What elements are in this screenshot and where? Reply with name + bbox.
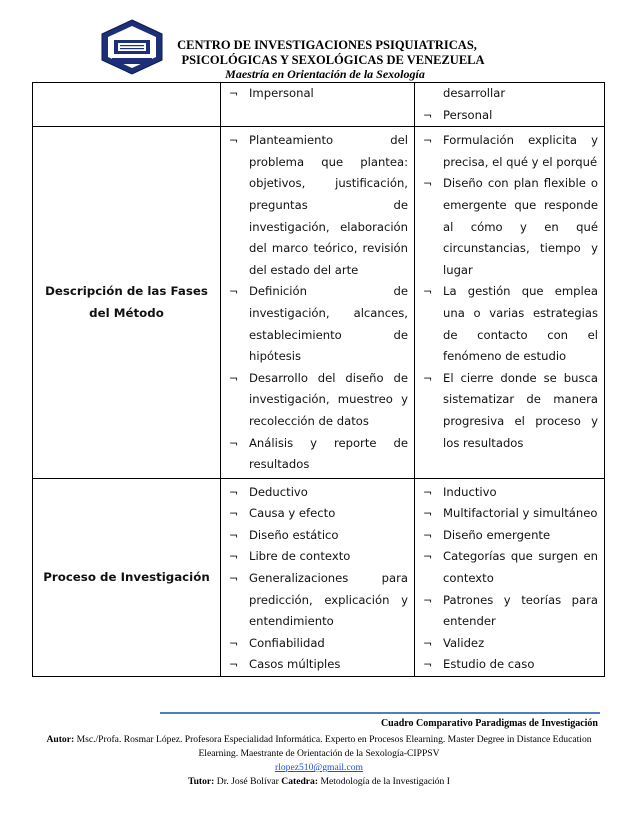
list-item: ¬ El cierre donde se busca sistematizar de manera progresiva el proceso y los resultados xyxy=(443,368,598,454)
list-item: ¬ Categorías que surgen en contexto xyxy=(443,546,598,589)
list-item: ¬ Libre de contexto xyxy=(249,546,408,568)
bullet-icon: ¬ xyxy=(423,485,433,499)
bullet-icon: ¬ xyxy=(423,528,433,542)
list-item: ¬ Formulación explicita y precisa, el qué y el porqué xyxy=(443,130,598,173)
list-item: ¬ Diseño con plan flexible o emergente que responde al cómo y en qué circunstancias, tiempo y lugar xyxy=(443,173,598,281)
bullet-icon: ¬ xyxy=(229,528,239,542)
bullet-icon: ¬ xyxy=(423,550,433,564)
list-item: ¬ Casos múltiples xyxy=(249,654,408,676)
bullet-icon: ¬ xyxy=(229,436,239,450)
bullet-icon: ¬ xyxy=(423,593,433,607)
table-cell xyxy=(221,478,415,676)
list-item: ¬ Inductivo xyxy=(443,482,598,504)
table-cell xyxy=(221,83,415,127)
row-label-fases: Descripción de las Fases del Método xyxy=(33,127,221,479)
bullet-icon: ¬ xyxy=(423,507,433,521)
bullet-icon: ¬ xyxy=(229,636,239,650)
table-row xyxy=(33,83,605,127)
bullet-icon: ¬ xyxy=(423,134,433,148)
header-line-1: CENTRO DE INVESTIGACIONES PSIQUIATRICAS, xyxy=(177,38,477,52)
list-item: ¬ Patrones y teorías para entender xyxy=(443,590,598,633)
header-line-2: PSICOLÓGICAS Y SEXOLÓGICAS DE VENEZUELA xyxy=(181,53,485,67)
bullet-icon: ¬ xyxy=(229,658,239,672)
list-item: ¬ Causa y efecto xyxy=(249,503,408,525)
footer-author-continued: Elearning. Maestrante de Orientación de la Sexología-CIPPSV xyxy=(198,748,440,759)
table-cell-label-empty xyxy=(33,83,221,127)
bullet-icon: ¬ xyxy=(423,371,433,385)
list-item: ¬ Análisis y reporte de resultados xyxy=(249,433,408,476)
bullet-icon: ¬ xyxy=(423,285,433,299)
bullet-icon: ¬ xyxy=(423,108,433,122)
header-subtitle: Maestría en Orientación de la Sexología xyxy=(225,67,425,81)
footer-divider xyxy=(160,712,600,714)
list-item: ¬ Diseño estático xyxy=(249,525,408,547)
list-item: ¬ Definición de investigación, alcances, establecimiento de hipótesis xyxy=(249,281,408,367)
bullet-icon: ¬ xyxy=(423,636,433,650)
bullet-icon: ¬ xyxy=(423,177,433,191)
bullet-icon: ¬ xyxy=(229,371,239,385)
footer-email-link[interactable]: rlopez510@gmail.com xyxy=(275,762,363,773)
list-item: ¬ Deductivo xyxy=(249,482,408,504)
table-cell xyxy=(415,478,605,676)
bullet-icon: ¬ xyxy=(229,285,239,299)
table-row xyxy=(33,127,605,479)
bullet-icon: ¬ xyxy=(229,87,239,100)
list-item: ¬ Desarrollo del diseño de investigación, muestreo y recolección de datos xyxy=(249,368,408,433)
bullet-icon: ¬ xyxy=(229,507,239,521)
list-item-continuation: desarrollar xyxy=(443,86,506,100)
bullet-icon: ¬ xyxy=(229,134,239,148)
list-item: ¬ Generalizaciones para predicción, explicación y entendimiento xyxy=(249,568,408,633)
bullet-icon: ¬ xyxy=(229,485,239,499)
list-item: ¬ Diseño emergente xyxy=(443,525,598,547)
list-item: ¬ La gestión que emplea una o varias estrategias de contacto con el fenómeno de estudio xyxy=(443,281,598,367)
row-label-proceso: Proceso de Investigación xyxy=(33,478,221,676)
table-row xyxy=(33,478,605,676)
list-item: ¬ Personal xyxy=(443,105,598,127)
comparison-table xyxy=(32,82,605,677)
table-cell xyxy=(415,127,605,479)
footer-tutor: Tutor: Dr. José Bolívar Catedra: Metodología de la Investigación I xyxy=(188,776,450,787)
table-cell xyxy=(221,127,415,479)
list-item: ¬ Multifactorial y simultáneo xyxy=(443,503,598,525)
list-item: ¬ Validez xyxy=(443,633,598,655)
bullet-icon: ¬ xyxy=(423,658,433,672)
document-header xyxy=(0,0,638,82)
list-item: ¬ Estudio de caso xyxy=(443,654,598,676)
bullet-icon: ¬ xyxy=(229,550,239,564)
footer-author: Autor: Msc./Profa. Rosmar López. Profesora Especialidad Informática. Experto en Procesos Elearning. Master Degree in Distance Education xyxy=(46,734,592,745)
footer-document-title: Cuadro Comparativo Paradigmas de Investigación xyxy=(380,718,598,729)
bullet-icon: ¬ xyxy=(229,572,239,586)
list-item: ¬ Planteamiento del problema que plantea: objetivos, justificación, preguntas de investigación, elaboración del marco teórico, revisión del estado del arte xyxy=(249,130,408,281)
list-item: ¬ Impersonal xyxy=(249,83,408,105)
table-cell xyxy=(415,83,605,127)
list-item: ¬ Confiabilidad xyxy=(249,633,408,655)
